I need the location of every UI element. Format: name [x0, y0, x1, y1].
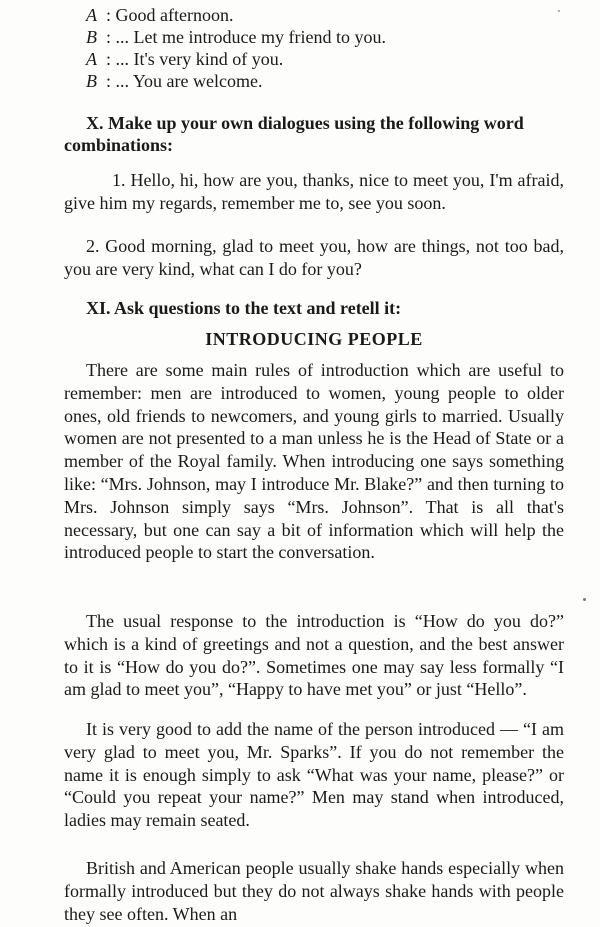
paragraph-4: British and American people usually shake hands especially when formally introduced but they do not always shake hands with people they see often. When an	[64, 858, 564, 924]
dialogue-speaker: A	[86, 5, 97, 25]
scan-speck	[558, 10, 560, 12]
paragraph-2: The usual response to the introduction is “How do you do?” which is a kind of greetings and not a question, and the best answer to it is “How do you do?”. Sometimes one may say less formally “I am glad to meet you”, “Happy to have met you” or just “Hello”.	[64, 611, 564, 700]
dialogue-speaker: A	[86, 49, 97, 69]
section-x-item-1: 1. Hello, hi, how are you, thanks, nice to meet you, I'm afraid, give him my regards, remember me to, see you soon.	[64, 170, 564, 213]
paragraph-3: It is very good to add the name of the person introduced — “I am very glad to meet you, Mr. Sparks”. If you do not remember the name it is enough simply to ask “What was your name, please?” or “Could you repeat your name?” Men may stand when introduced, ladies may remain seated.	[64, 719, 564, 831]
dialogue-speaker: B	[86, 27, 97, 47]
dialogue-block	[86, 4, 556, 92]
dialogue-line: A : Good afternoon.	[86, 5, 234, 25]
paragraph-1: There are some main rules of introduction which are useful to remember: men are introduced to women, young people to older ones, old friends to newcomers, and young girls to married. Usually women are not presented to a man unless he is the Head of State or a member of the Royal family. When introducing one says something like: “Mrs. Johnson, may I introduce Mr. Blake?” and then turning to Mrs. Johnson simply says “Mrs. Johnson”. That is all that's necessary, but one can say a bit of information which will help the introduced people to start the conversation.	[64, 360, 564, 563]
dialogue-text: ... It's very kind of you.	[115, 49, 284, 69]
dialogue-speaker: B	[86, 71, 97, 91]
dialogue-text: ... Let me introduce my friend to you.	[115, 27, 386, 47]
dialogue-line: B : ... Let me introduce my friend to you.	[86, 27, 386, 47]
dialogue-line: A : ... It's very kind of you.	[86, 49, 284, 69]
section-xi-heading: XI. Ask questions to the text and retell it:	[86, 298, 402, 318]
section-x-heading: X. Make up your own dialogues using the following word combinations:	[64, 113, 524, 155]
dialogue-line: B : ... You are welcome.	[86, 71, 263, 91]
section-x-item-2: 2. Good morning, glad to meet you, how are things, not too bad, you are very kind, what can I do for you?	[64, 236, 564, 279]
dialogue-text: ... You are welcome.	[115, 71, 263, 91]
text-title: INTRODUCING PEOPLE	[205, 329, 423, 349]
dialogue-text: Good afternoon.	[115, 5, 234, 25]
scan-speck	[583, 598, 586, 601]
